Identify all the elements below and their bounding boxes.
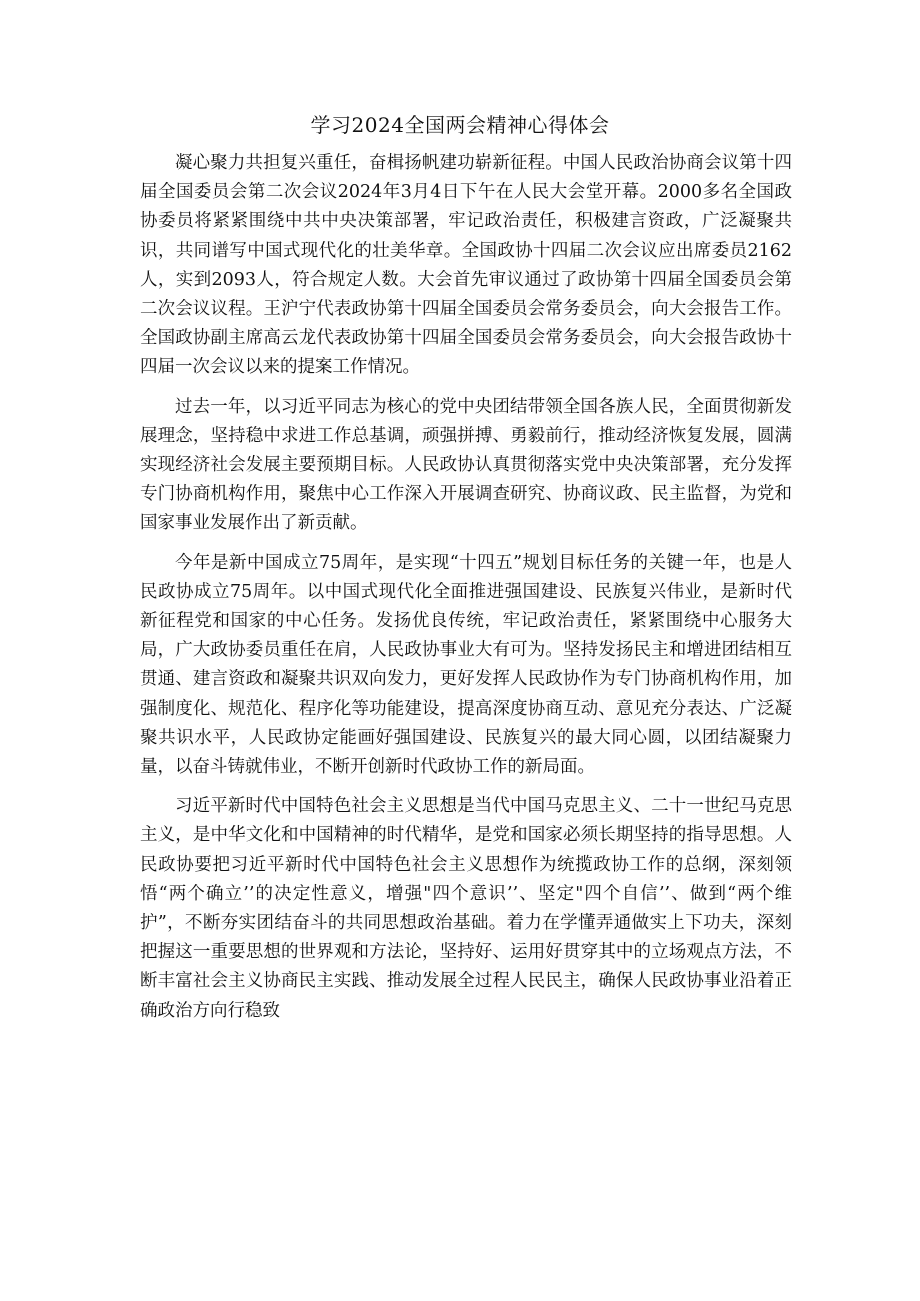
paragraph-75th-anniversary: 今年是新中国成立75周年，是实现“十四五”规划目标任务的关键一年，也是人民政协成立75周年。以中国式现代化全面推进强国建设、民族复兴伟业，是新时代新征程党和国家的中心任务。发扬优良传统，牢记政治责任，紧紧围绕中心服务大局，广大政协委员重任在肩，人民政协事业大有可为。坚持发扬民主和增进团结相互贯通、建言资政和凝聚共识双向发力，更好发挥人民政协作为专门协商机构作用，加强制度化、规范化、程序化等功能建设，提高深度协商互动、意见充分表达、广泛凝聚共识水平，人民政协定能画好强国建设、民族复兴的最大同心圆，以团结凝聚力量，以奋斗铸就伟业，不断开创新时代政协工作的新局面。 (140, 552, 792, 778)
document-title: 学习2024全国两会精神心得体会 (310, 113, 610, 137)
document-body (140, 149, 792, 1026)
paragraph-guiding-thought: 习近平新时代中国特色社会主义思想是当代中国马克思主义、二十一世纪马克思主义，是中华文化和中国精神的时代精华，是党和国家必须长期坚持的指导思想。人民政协要把习近平新时代中国特色社会主义思想作为统揽政协工作的总纲，深刻领悟“两个确立’’的决定性意义，增强"四个意识’’、坚定"四个自信’’、做到“两个维护”，不断夯实团结奋斗的共同思想政治基础。着力在学懂弄通做实上下功夫，深刻把握这一重要思想的世界观和方法论，坚持好、运用好贯穿其中的立场观点方法，不断丰富社会主义协商民主实践、推动发展全过程人民民主，确保人民政协事业沿着正确政治方向行稳致 (140, 796, 792, 1021)
paragraph-opening: 凝心聚力共担复兴重任，奋楫扬帆建功崭新征程。中国人民政治协商会议第十四届全国委员会第二次会议2024年3月4日下午在人民大会堂开幕。2000多名全国政协委员将紧紧围绕中共中央决策部署，牢记政治责任，积极建言资政，广泛凝聚共识，共同谱写中国式现代化的壮美华章。全国政协十四届二次会议应出席委员2162人，实到2093人，符合规定人数。大会首先审议通过了政协第十四届全国委员会第二次会议议程。王沪宁代表政协第十四届全国委员会常务委员会，向大会报告工作。全国政协副主席高云龙代表政协第十四届全国委员会常务委员会，向大会报告政协十四届一次会议以来的提案工作情况。 (140, 153, 792, 378)
paragraph-past-year: 过去一年，以习近平同志为核心的党中央团结带领全国各族人民，全面贯彻新发展理念，坚持稳中求进工作总基调，顽强拼搏、勇毅前行，推动经济恢复发展，圆满实现经济社会发展主要预期目标。人民政协认真贯彻落实党中央决策部署，充分发挥专门协商机构作用，聚焦中心工作深入开展调查研究、协商议政、民主监督，为党和国家事业发展作出了新贡献。 (140, 396, 792, 534)
